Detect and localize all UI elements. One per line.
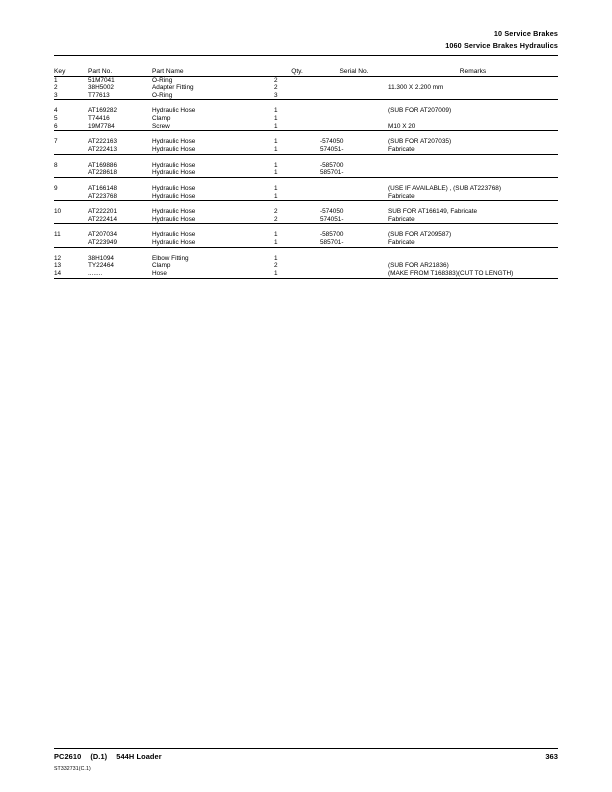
cell-key: 14: [54, 269, 62, 277]
cell-remarks: Fabricate: [388, 239, 415, 247]
cell-key: 8: [54, 161, 58, 169]
cell-serial: 574051-: [320, 145, 344, 153]
cell-remarks: M10 X 20: [388, 122, 416, 130]
cell-part-no: AT222201: [88, 208, 118, 216]
table-group-rule-cell: [54, 131, 558, 139]
cell-qty: 1: [274, 231, 278, 239]
cell-part-name: Hydraulic Hose: [152, 161, 196, 169]
cell-qty: 1: [274, 239, 278, 247]
cell-serial: [320, 107, 388, 115]
table-row: [54, 169, 558, 177]
cell-qty: 1: [274, 122, 278, 130]
cell-key: 12: [54, 254, 62, 262]
cell-qty: 2: [274, 262, 278, 270]
cell-remarks: (SUB FOR AR21836): [388, 262, 449, 270]
cell-part-name: Hydraulic Hose: [152, 239, 196, 247]
footer-model: 544H Loader: [116, 752, 162, 761]
cell-remarks: [388, 77, 558, 85]
parts-table-body: [54, 77, 558, 286]
cell-remarks: [388, 255, 558, 263]
table-row: [54, 146, 558, 154]
table-group-rule: [54, 247, 558, 255]
cell-qty: 1: [274, 254, 278, 262]
page-header: [445, 28, 558, 51]
table-row: [54, 262, 558, 270]
cell-part-no: T77613: [88, 91, 110, 99]
cell-qty: 1: [274, 138, 278, 146]
cell-part-no: AT169886: [88, 161, 118, 169]
cell-remarks: Fabricate: [388, 215, 415, 223]
cell-serial: [320, 84, 388, 92]
table-row: [54, 270, 558, 278]
cell-part-no: T74416: [88, 115, 110, 123]
cell-qty: 1: [274, 161, 278, 169]
cell-part-name: Hydraulic Hose: [152, 138, 196, 146]
cell-part-no: AT222414: [88, 215, 118, 223]
cell-part-no: 51M7041: [88, 76, 115, 84]
cell-part-name: Hydraulic Hose: [152, 192, 196, 200]
cell-qty: 2: [274, 208, 278, 216]
cell-remarks: SUB FOR AT166149, Fabricate: [388, 208, 478, 216]
header-subsection-title: 1060 Service Brakes Hydraulics: [445, 40, 558, 50]
column-header-serial-no: Serial No.: [339, 68, 369, 75]
table-bottom-rule: [54, 278, 558, 286]
cell-part-name: Hydraulic Hose: [152, 215, 196, 223]
cell-key: 7: [54, 138, 58, 146]
cell-qty: 2: [274, 76, 278, 84]
cell-part-name: Elbow Fitting: [152, 254, 189, 262]
cell-part-name: Clamp: [152, 262, 171, 270]
footer-doc-no: PC2610: [54, 752, 82, 761]
cell-remarks: (SUB FOR AT207009): [388, 107, 452, 115]
cell-serial: [320, 92, 388, 100]
table-row: [54, 193, 558, 201]
footer-page-number: 363: [545, 752, 558, 761]
cell-part-name: Hydraulic Hose: [152, 107, 196, 115]
table-row: [54, 77, 558, 85]
cell-part-name: Hose: [152, 269, 167, 277]
cell-serial: [320, 77, 388, 85]
cell-remarks: Fabricate: [388, 145, 415, 153]
table-row: [54, 123, 558, 131]
table-bottom-rule-cell: [54, 278, 558, 286]
cell-qty: 1: [274, 269, 278, 277]
cell-part-no: ........: [88, 269, 103, 277]
table-row: [54, 208, 558, 216]
cell-part-name: O-Ring: [152, 91, 173, 99]
table-group-rule: [54, 201, 558, 209]
cell-key: 5: [54, 115, 58, 123]
parts-table-header: [54, 68, 558, 77]
footer-divider: [54, 748, 558, 749]
table-row: [54, 92, 558, 100]
cell-serial: -585700: [320, 231, 344, 239]
cell-serial: -574050: [320, 208, 344, 216]
table-group-rule: [54, 224, 558, 232]
cell-key: 13: [54, 262, 62, 270]
cell-qty: 1: [274, 145, 278, 153]
cell-key: [54, 216, 88, 224]
cell-key: [54, 146, 88, 154]
cell-serial: [320, 185, 388, 193]
cell-part-no: 19M7784: [88, 122, 115, 130]
cell-part-no: AT166148: [88, 184, 118, 192]
cell-remarks: 11.300 X 2.200 mm: [388, 84, 444, 92]
cell-part-no: AT169282: [88, 107, 118, 115]
cell-qty: 1: [274, 184, 278, 192]
cell-part-no: TY22464: [88, 262, 114, 270]
table-group-rule: [54, 131, 558, 139]
cell-key: 6: [54, 122, 58, 130]
cell-remarks: Fabricate: [388, 192, 415, 200]
cell-remarks: (SUB FOR AT209587): [388, 231, 452, 239]
cell-qty: 1: [274, 169, 278, 177]
cell-part-name: Hydraulic Hose: [152, 231, 196, 239]
cell-remarks: [388, 162, 558, 170]
cell-qty: 1: [274, 192, 278, 200]
cell-qty: 1: [274, 115, 278, 123]
table-row: [54, 138, 558, 146]
table-row: [54, 239, 558, 247]
table-row: [54, 255, 558, 263]
cell-remarks: (MAKE FROM T168383)(CUT TO LENGTH): [388, 269, 514, 277]
cell-qty: 3: [274, 91, 278, 99]
cell-remarks: (USE IF AVAILABLE) , (SUB AT223768): [388, 184, 501, 192]
cell-key: 9: [54, 184, 58, 192]
table-group-rule: [54, 154, 558, 162]
cell-key: [54, 239, 88, 247]
table-group-rule: [54, 177, 558, 185]
footer-document-info: [54, 752, 162, 761]
cell-key: 10: [54, 208, 62, 216]
cell-part-no: AT228618: [88, 169, 118, 177]
parts-table: [54, 68, 558, 286]
cell-qty: 1: [274, 107, 278, 115]
cell-key: 4: [54, 107, 58, 115]
cell-part-no: AT222413: [88, 145, 118, 153]
table-row: [54, 107, 558, 115]
cell-key: 3: [54, 91, 58, 99]
header-divider: [54, 55, 558, 56]
column-header-part-name: Part Name: [152, 68, 184, 75]
table-group-rule-cell: [54, 100, 558, 108]
cell-serial: [320, 193, 388, 201]
cell-part-name: Screw: [152, 122, 170, 130]
cell-key: [54, 169, 88, 177]
cell-part-no: AT223949: [88, 239, 118, 247]
cell-part-name: Hydraulic Hose: [152, 169, 196, 177]
cell-part-name: O-Ring: [152, 76, 173, 84]
cell-part-name: Hydraulic Hose: [152, 145, 196, 153]
cell-key: 2: [54, 84, 58, 92]
cell-serial: 585701-: [320, 239, 344, 247]
cell-part-no: AT207034: [88, 231, 118, 239]
table-group-rule-cell: [54, 224, 558, 232]
cell-part-no: AT223768: [88, 192, 118, 200]
cell-serial: -574050: [320, 138, 344, 146]
cell-qty: 2: [274, 215, 278, 223]
cell-serial: [320, 270, 388, 278]
cell-part-name: Adapter Fitting: [152, 84, 194, 92]
cell-part-name: Hydraulic Hose: [152, 184, 196, 192]
cell-key: 1: [54, 76, 58, 84]
column-header-qty: Qty.: [291, 68, 303, 75]
cell-part-name: Clamp: [152, 115, 171, 123]
column-header-remarks: Remarks: [459, 68, 487, 75]
cell-qty: 2: [274, 84, 278, 92]
cell-key: 11: [54, 231, 61, 239]
table-group-rule-cell: [54, 201, 558, 209]
cell-key: [54, 193, 88, 201]
parts-table-container: [54, 68, 558, 286]
cell-part-no: 38H5002: [88, 84, 114, 92]
table-header-row: [54, 68, 558, 76]
cell-serial: [320, 115, 388, 123]
cell-part-no: AT222163: [88, 138, 118, 146]
table-row: [54, 216, 558, 224]
cell-part-name: Hydraulic Hose: [152, 208, 196, 216]
table-row: [54, 162, 558, 170]
table-row: [54, 231, 558, 239]
cell-remarks: [388, 115, 558, 123]
column-header-key: Key: [54, 68, 66, 75]
table-group-rule-cell: [54, 177, 558, 185]
table-row: [54, 115, 558, 123]
table-group-rule-cell: [54, 247, 558, 255]
cell-serial: 574051-: [320, 215, 344, 223]
cell-part-no: 38H1094: [88, 254, 114, 262]
cell-serial: [320, 123, 388, 131]
table-group-rule: [54, 100, 558, 108]
cell-serial: [320, 255, 388, 263]
cell-serial: [320, 262, 388, 270]
cell-serial: -585700: [320, 161, 344, 169]
cell-remarks: (SUB FOR AT207035): [388, 138, 452, 146]
cell-remarks: [388, 169, 558, 177]
table-row: [54, 84, 558, 92]
footer-revision: (D.1): [90, 752, 108, 761]
header-section-title: 10 Service Brakes: [493, 29, 558, 38]
cell-remarks: [388, 92, 558, 100]
cell-serial: 585701-: [320, 169, 344, 177]
footer-sub-code: ST332731(C.1): [54, 766, 91, 772]
column-header-part-no: Part No.: [88, 68, 113, 75]
table-row: [54, 185, 558, 193]
table-group-rule-cell: [54, 154, 558, 162]
